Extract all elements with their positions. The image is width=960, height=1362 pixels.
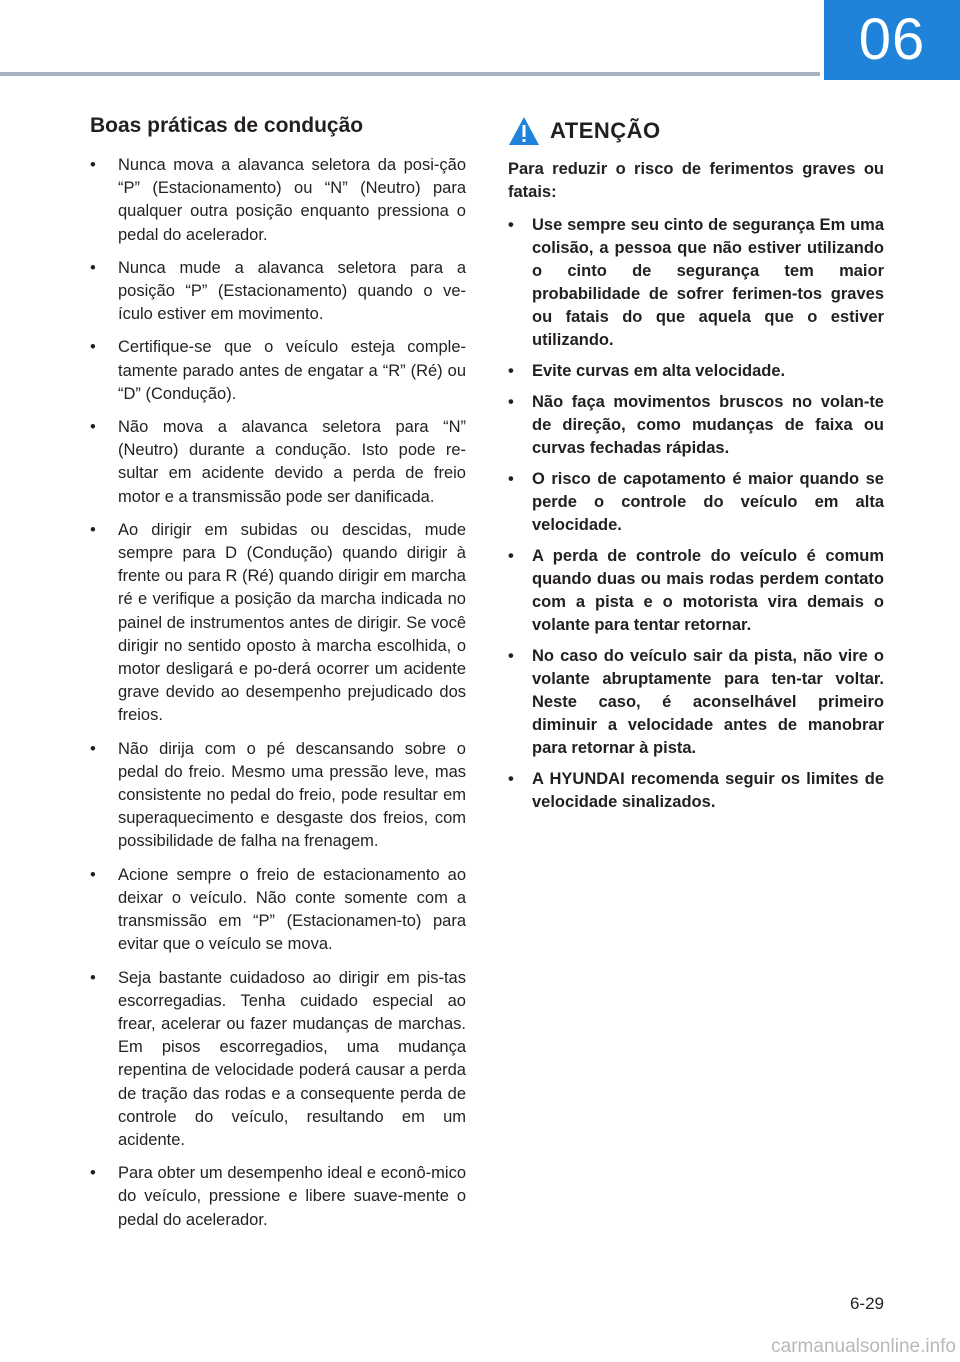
list-item-text: Acione sempre o freio de estacionamento ao deixar o veículo. Não conte somente com a transmissão em “P” (Estacionamen-to) para evitar que o veículo se mova. bbox=[118, 865, 466, 954]
list-item bbox=[90, 154, 466, 247]
list-item-text: A perda de controle do veículo é comum quando duas ou mais rodas perdem contato com a pista e o motorista vira demais o volante para tentar retornar. bbox=[532, 547, 884, 634]
section-title: Boas práticas de condução bbox=[90, 114, 364, 137]
list-item bbox=[508, 468, 884, 537]
list-item bbox=[508, 645, 884, 760]
list-item bbox=[508, 391, 884, 460]
bullet: • bbox=[508, 393, 514, 411]
bullet: • bbox=[508, 362, 514, 380]
bullet: • bbox=[508, 770, 514, 788]
header-rule bbox=[0, 72, 820, 76]
left-column bbox=[90, 112, 466, 1242]
bullet: • bbox=[90, 418, 96, 437]
list-item-text: A HYUNDAI recomenda seguir os limites de velocidade sinalizados. bbox=[532, 770, 884, 811]
warning-box bbox=[508, 112, 884, 822]
bullet: • bbox=[90, 865, 96, 884]
list-item-text: Evite curvas em alta velocidade. bbox=[532, 362, 786, 380]
driving-tips-list bbox=[90, 154, 466, 1232]
warning-header bbox=[508, 112, 884, 150]
bullet: • bbox=[508, 216, 514, 234]
bullet: • bbox=[508, 547, 514, 565]
bullet: • bbox=[508, 470, 514, 488]
list-item bbox=[90, 738, 466, 854]
bullet: • bbox=[508, 647, 514, 665]
list-item bbox=[90, 967, 466, 1153]
list-item-text: Não faça movimentos bruscos no volan-te de direção, como mudanças de faixa ou curvas fechadas rápidas. bbox=[532, 393, 884, 457]
list-item bbox=[90, 1162, 466, 1232]
bullet: • bbox=[90, 1164, 96, 1183]
warning-title: ATENÇÃO bbox=[550, 118, 661, 143]
bullet: • bbox=[90, 739, 96, 758]
list-item-text: Certifique-se que o veículo esteja comple-tamente parado antes de engatar a “R” (Ré) ou “D” (Condução). bbox=[118, 338, 466, 403]
list-item-text: O risco de capotamento é maior quando se perde o controle do veículo em alta velocidade. bbox=[532, 470, 884, 534]
bullet: • bbox=[90, 520, 96, 539]
bullet: • bbox=[90, 258, 96, 277]
list-item-text: No caso do veículo sair da pista, não vire o volante abruptamente para ten-tar voltar. Neste caso, é aconselhável primeiro diminuir a velocidade antes de manobrar para retornar à pista. bbox=[532, 647, 884, 757]
list-item bbox=[508, 545, 884, 637]
list-item bbox=[508, 768, 884, 814]
list-item-text: Não mova a alavanca seletora para “N” (Neutro) durante a condução. Isto pode re-sultar em acidente devido a perda de freio motor e a transmissão pode ser danificada. bbox=[118, 418, 466, 506]
list-item-text: Ao dirigir em subidas ou descidas, mude sempre para D (Condução) quando dirigir à frente ou para R (Ré) quando dirigir em marcha ré e verifique a posição da marcha indicada no painel de instrumentos antes de dirigir. Se você dirigir no sentido oposto à marcha escolhida, o motor desligará e po-derá ocorrer um acidente grave devido ao desempenho prejudicado dos freios. bbox=[118, 520, 466, 725]
bullet: • bbox=[90, 156, 96, 174]
list-item-text: Nunca mova a alavanca seletora da posi-ção “P” (Estacionamento) ou “N” (Neutro) para qualquer outra posição enquanto pressiona o pedal do acelerador. bbox=[118, 156, 466, 244]
list-item bbox=[90, 864, 466, 957]
list-item bbox=[90, 336, 466, 406]
list-item bbox=[508, 360, 884, 383]
bullet: • bbox=[90, 968, 96, 987]
list-item-text: Seja bastante cuidadoso ao dirigir em pis-tas escorregadias. Tenha cuidado especial ao frear, acelerar ou fazer mudanças de marchas. Em pisos escorregadios, uma mudança repentina de velocidade poderá causar a perda de tração das rodas e a consequente perda de controle do veículo, resultando em um acidente. bbox=[118, 968, 466, 1149]
list-item-text: Use sempre seu cinto de segurança Em uma colisão, a pessoa que não estiver utilizando o cinto de segurança tem maior probabilidade de sofrer ferimen-tos graves ou fatais do que aquela que o estiver utilizando. bbox=[532, 216, 884, 349]
bullet: • bbox=[90, 338, 96, 357]
warning-intro: Para reduzir o risco de ferimentos graves ou fatais: bbox=[508, 160, 884, 201]
chapter-tab: 06 bbox=[824, 0, 960, 80]
warning-list bbox=[508, 214, 884, 814]
list-item-text: Nunca mude a alavanca seletora para a posição “P” (Estacionamento) quando o ve-ículo estiver em movimento. bbox=[118, 258, 466, 324]
warning-triangle-icon bbox=[508, 116, 540, 146]
list-item bbox=[90, 416, 466, 509]
page-number: 6-29 bbox=[849, 1294, 884, 1313]
list-item-text: Não dirija com o pé descansando sobre o pedal do freio. Mesmo uma pressão leve, mas consistente no pedal do freio, pode resultar em superaquecimento e desgaste dos freios, com possibilidade de falha na frenagem. bbox=[118, 739, 466, 851]
list-item-text: Para obter um desempenho ideal e econô-mico do veículo, pressione e libere suave-mente o pedal do acelerador. bbox=[118, 1164, 466, 1229]
list-item bbox=[90, 257, 466, 327]
watermark: carmanualsonline.info bbox=[771, 1336, 956, 1357]
list-item bbox=[90, 519, 466, 728]
list-item bbox=[508, 214, 884, 352]
